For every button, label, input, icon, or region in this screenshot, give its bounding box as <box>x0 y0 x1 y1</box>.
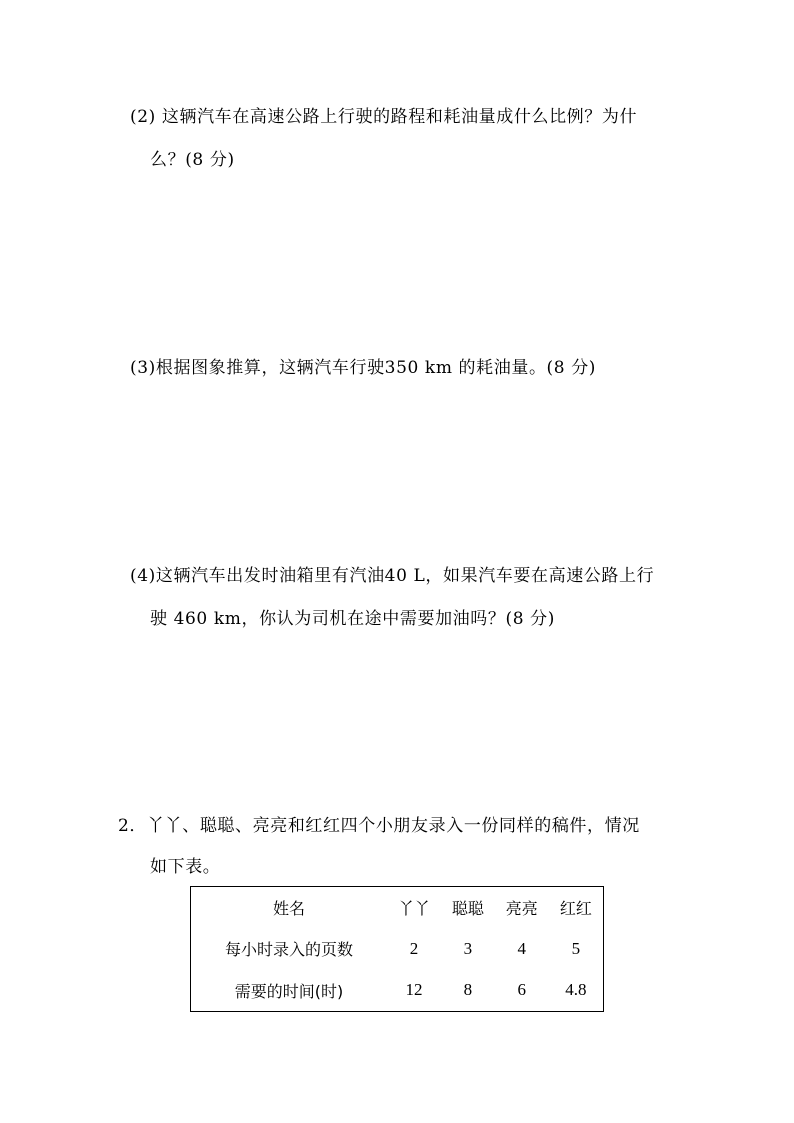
table-header-cell: 亮亮 <box>505 899 538 919</box>
table-cell: 12 <box>405 980 423 1000</box>
table-header-cell: 红红 <box>559 899 592 919</box>
table-header-cell: 丫丫 <box>397 899 430 919</box>
problem-2-text-line2: 如下表。 <box>150 857 221 877</box>
typing-speed-table <box>190 886 604 1012</box>
question-4-text-line1: (4)这辆汽车出发时油箱里有汽油40 L，如果汽车要在高速公路上行 <box>130 566 655 586</box>
table-cell: 6 <box>517 980 527 1000</box>
table-cell: 8 <box>463 980 473 1000</box>
table-row-label: 需要的时间(时) <box>234 981 344 1001</box>
table-row <box>191 928 604 969</box>
table-cell: 2 <box>409 938 419 958</box>
table-header-cell: 聪聪 <box>451 899 484 919</box>
table-cell: 4 <box>517 938 527 958</box>
table-header-cell: 姓名 <box>272 899 305 919</box>
question-3-text: (3)根据图象推算，这辆汽车行驶350 km 的耗油量。(8 分) <box>130 358 597 378</box>
question-2-text-line1: (2) 这辆汽车在高速公路上行驶的路程和耗油量成什么比例？为什 <box>130 107 638 127</box>
table-row <box>191 970 604 1012</box>
table-row-label: 每小时录入的页数 <box>224 940 353 960</box>
table-header-row <box>191 887 604 929</box>
question-4-text-line2: 驶 460 km，你认为司机在途中需要加油吗？(8 分) <box>150 609 555 629</box>
table-cell: 4.8 <box>565 980 587 1000</box>
problem-2-text-line1: 2．丫丫、聪聪、亮亮和红红四个小朋友录入一份同样的稿件，情况 <box>118 816 640 836</box>
table-cell: 3 <box>463 938 473 958</box>
question-2-text-line2: 么？(8 分) <box>150 150 235 170</box>
table-cell: 5 <box>571 938 581 958</box>
